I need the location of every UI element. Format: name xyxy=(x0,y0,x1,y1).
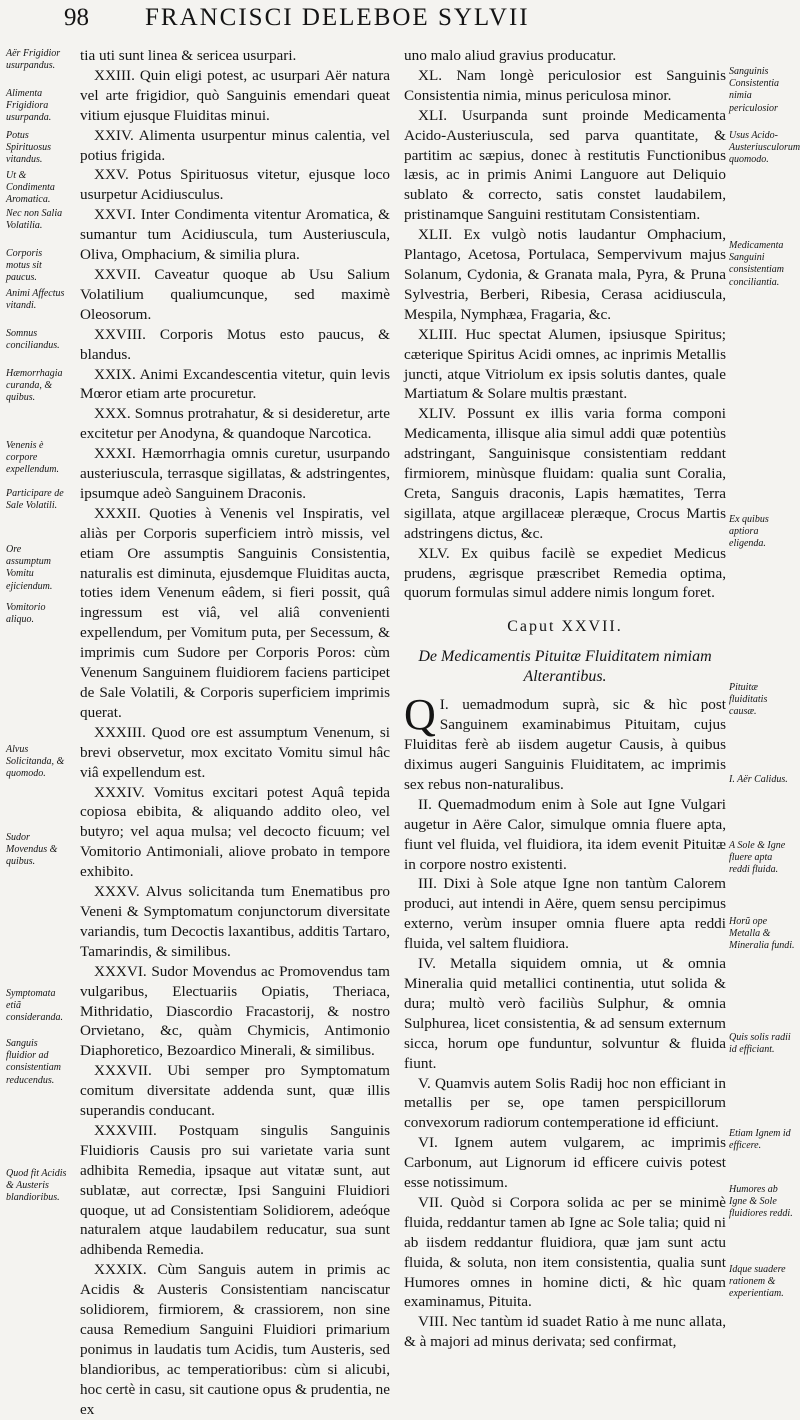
paragraph: XXVIII. Corporis Motus esto paucus, & blandus. xyxy=(80,325,390,363)
paragraph-text: uemadmodum suprà, sic & hìc post Sanguinem examinabimus Pituitam, cujus Fluiditas ferè ab iisdem augetur Causis, à quibus diximus augeri Sanguinis Fluiditatem, ac imprimis sex rebus non-naturalibus. xyxy=(404,696,727,793)
margin-note: Ex quibus aptiora eligenda. xyxy=(729,514,769,550)
margin-note: Medicamenta Sanguini consistentiam conciliantia. xyxy=(729,240,784,288)
margin-note: Potus Spirituosus vitandus. xyxy=(6,130,52,166)
margin-note: Sudor Movendus & quibus. xyxy=(6,832,58,868)
margin-note: Nec non Salia Volatilia. xyxy=(6,208,63,232)
paragraph: XXXV. Alvus solicitanda tum Enematibus pro Veneni & Symptomatum conjunctorum diversitate variandis, tum Decoctis laxantibus, additis Tartaro, Tamarindis, & similibus. xyxy=(80,883,390,960)
chapter-title: De Medicamentis Pituitæ Fluiditatem nimiam Alterantibus. xyxy=(418,648,712,686)
left-text-column xyxy=(80,46,390,1420)
paragraph: XXIX. Animi Excandescentia vitetur, quin levis Mœror etiam arte procuretur. xyxy=(80,365,390,403)
margin-note: Aër Frigidior usurpandus. xyxy=(6,48,61,72)
margin-note: I. Aër Calidus. xyxy=(729,774,788,785)
paragraph: III. Dixi à Sole atque Igne non tantùm Calorem produci, aut intendi in Aëre, quem sensu percipimus externo, verùm insuper omnia fluere apta reddi fluida, vel saltem fluidiora. xyxy=(404,875,726,953)
margin-note: Alimenta Frigidiora usurpanda. xyxy=(6,88,52,124)
paragraph: II. Quemadmodum enim à Sole aut Igne Vulgari augetur in Aëre Calor, simulque omnia fluere apta, fiunt vel fluida, vel fluidiora, ita idem evenit Pituitæ in corpore nostro existenti. xyxy=(404,795,726,873)
paragraph-number: I. xyxy=(439,696,449,714)
paragraph: XLIII. Huc spectat Alumen, ipsiusque Spiritus; cæterique Spiritus Acidi omnes, ac inprimis Metallis juncti, atque Vitriolum ex ipsis solutis dantes, quale Martiatum & Solare multis præstant. xyxy=(404,325,726,403)
margin-note: Horũ ope Metalla & Mineralia fundi. xyxy=(729,916,795,952)
margin-note: Quod fit Acidis & Austeris blandioribus. xyxy=(6,1168,67,1204)
paragraph: tia uti sunt linea & sericea usurpari. xyxy=(80,47,297,64)
margin-note: A Sole & Igne fluere apta reddi fluida. xyxy=(729,840,786,876)
paragraph: XXXVIII. Postquam singulis Sanguinis Fluidioris Causis pro sui varietate varia sunt adhibita Remedia, ipsaque aut vitatæ sunt, aut sublatæ, aut correctæ, Ipsi Sanguini Fluidiori quoque, ut ad Consistentiam Solidiorem, adeóque naturalem atque laudabilem reducatur, sua sunt adhibenda Remedia. xyxy=(80,1121,390,1259)
paragraph: XXXI. Hæmorrhagia omnis curetur, usurpando austeriuscula, terrasque sigillatas, & adstringentes, ipsumque adeò Sanguinem Draconis. xyxy=(80,445,390,502)
margin-note: Sanguis fluidior ad consistentiam reducendus. xyxy=(6,1038,61,1086)
paragraph: XXX. Somnus protrahatur, & si desideretur, arte excitetur per Anodyna, & quandoque Narcotica. xyxy=(80,405,390,443)
paragraph: VIII. Nec tantùm id suadet Ratio à me nunc allata, & à majori ad minus derivata; sed confirmat, xyxy=(404,1313,726,1351)
margin-note: Symptomata etiã consideranda. xyxy=(6,988,63,1024)
margin-note: Alvus Solicitanda, & quomodo. xyxy=(6,744,65,780)
running-head: FRANCISCI DELEBOE SYLVII xyxy=(145,4,530,31)
margin-note: Animi Affectus vitandi. xyxy=(6,288,65,312)
paragraph: XLIV. Possunt ex illis varia forma componi Medicamenta, illisque alia simul addi quæ potentiùs adstringant, Sanguinisque consistentiam reddant firmiorem, minùsque fluidam: qualia sunt Coralia, Creta, Sanguis draconis, Lapis hæmatites, Terra sigillata, atque argillaceæ pleræque, Crocus Martis adstringens dictus, &c. xyxy=(404,405,726,542)
margin-note: Sanguinis Consistentia nimia periculosior xyxy=(729,66,780,114)
paragraph: XXVII. Caveatur quoque ab Usu Salium Volatilium qualiumcunque, sed maximè Oleosorum. xyxy=(80,265,390,323)
paragraph: XXXVI. Sudor Movendus ac Promovendus tam vulgaribus, Electuariis Opiatis, Theriaca, Mithridatio, Diascordio Fracastorij, & nostro Orvietano, &c, quàm Chymicis, Antimonio Diaphoretico, Bezoardico Minerali, & similibus. xyxy=(80,962,390,1060)
paragraph: uno malo aliud gravius producatur. xyxy=(404,47,617,64)
paragraph: XLI. Usurpanda sunt proinde Medicamenta Acido-Austeriuscula, sed parva quantitate, & partitim ac sæpius, donec à restitutis Functionibus læsis, ac in primis Animi Languore aut Deliquio sublato & correcto, satis constet laudabilem, pristinamque Sanguini restitutam Consistentiam. xyxy=(404,106,726,224)
right-text-column xyxy=(404,46,726,1352)
paragraph: XXIII. Quin eligi potest, ac usurpari Aër natura vel arte frigidior, quò Sanguinis emendari queat vitium ejusque Fluiditas minui. xyxy=(80,66,390,124)
page-number: 98 xyxy=(64,4,89,31)
paragraph: XXVI. Inter Condimenta vitentur Aromatica, & sumantur tum Acidiuscula, tum Austeriuscula, Oliva, Omphacium, & similia plura. xyxy=(80,206,390,264)
drop-cap: Q xyxy=(404,690,436,740)
paragraph: XXXII. Quoties à Venenis vel Inspiratis, vel aliàs per Corporis superficiem intrò missis, vel etiam Ore assumptis Sanguinis Consistentia, naturalis est diminuta, ejusdemque Fluiditas aucta, toties idem Venenum eâdem, si fieri possit, quâ ingressum est viâ, vel aliâ convenienti expellendum, per Vomitum puta, per Secessum, & imprimis cum Sudore per Corporis Poros: cùm Venenum Sanguinem fluidiorem faciens participet de Sale Volatili, & Corporis superficiem imprimis querat. xyxy=(80,504,390,721)
paragraph: XXXIII. Quod ore est assumptum Venenum, si brevi observetur, mox excitato Vomitu simul hâc viâ expellendum est. xyxy=(80,723,390,781)
margin-note: Idque suadere rationem & experientiam. xyxy=(729,1264,786,1300)
margin-note: Ut & Condimenta Aromatica. xyxy=(6,170,55,206)
chapter-heading: Caput XXVII. xyxy=(507,618,623,636)
paragraph: XLII. Ex vulgò notis laudantur Omphacium, Plantago, Acetosa, Portulaca, Sempervivum majus Solanum, Cydonia, & Granata mala, Pyra, & Pruna Sylvestria, Berberi, Ribesia, Cerasa acidiuscula, Mespila, Nymphæa, Fragaria, &c. xyxy=(404,226,726,323)
paragraph: XXIV. Alimenta usurpentur minus calentia, vel potius frigida. xyxy=(80,126,390,164)
paragraph: IV. Metalla siquidem omnia, ut & omnia Mineralia quid metallici continentia, utut solida & dura; multò verò faciliùs Sulphur, & omnia Sulphurea, licet consistentia, & ad sensum externum sicca, horum ope funduntur, solvuntur & fluida fiunt. xyxy=(404,955,726,1072)
margin-note: Pituitæ fluiditatis causæ. xyxy=(729,682,768,718)
chapter-first-paragraph xyxy=(404,690,727,795)
paragraph: XL. Nam longè periculosior est Sanguinis Consistentia nimia, minus periculosa minor. xyxy=(404,66,726,104)
margin-note: Somnus conciliandus. xyxy=(6,328,60,352)
margin-note: Vomitorio aliquo. xyxy=(6,602,46,626)
paragraph: V. Quamvis autem Solis Radij hoc non efficiant in metallis per se, ope tamen perspicillorum convexorum radiorum contemperatione id efficiunt. xyxy=(404,1074,726,1132)
paragraph: XXV. Potus Spirituosus vitetur, ejusque loco usurpetur Acidiusculus. xyxy=(80,166,390,204)
paragraph: XXXIX. Cùm Sanguis autem in primis ac Acidis & Austeris Consistentiam nanciscatur solidiorem, firmiorem, & crassiorem, non sine causa Remedium Sanguini Fluidiori primarium ponimus in laudatis tum Acidis, tum Austeris, sed blandioribus, ac temperatioribus: cùm si alicubi, hoc certè in casu, sit cautione opus & prudentia, ne ex xyxy=(80,1261,390,1418)
margin-note: Quis solis radii id efficiant. xyxy=(729,1032,791,1056)
margin-note: Venenis è corpore expellendum. xyxy=(6,440,60,476)
paragraph: VII. Quòd si Corpora solida ac per se minimè fluida, reddantur tamen ab Igne ac Sole talia; quid ni ab iisdem reddantur fluidiora, quæ jam sunt actu fluida, & soluta, non item consistentia, qualia sunt Humores omnes in homine dicti, & hìc quam examinamus, Pituita. xyxy=(404,1193,726,1311)
margin-note: Usus Acido-Austeriusculorum quomodo. xyxy=(729,130,800,166)
margin-note: Etiam Ignem id efficere. xyxy=(729,1128,791,1152)
margin-note: Ore assumptum Vomitu ejiciendum. xyxy=(6,544,53,592)
margin-note: Participare de Sale Volatili. xyxy=(6,488,64,512)
margin-note: Corporis motus sit paucus. xyxy=(6,248,43,284)
paragraph: XLV. Ex quibus facilè se expediet Medicus prudens, ægrisque præscribet Remedia optima, quorum formulas simul addere nimis longum foret. xyxy=(404,544,726,602)
paragraph: VI. Ignem autem vulgarem, ac imprimis Carbonum, aut Lignorum id efficere cuivis potest esse notissimum. xyxy=(404,1134,726,1192)
page-header xyxy=(0,0,800,42)
margin-note: Hæmorrhagia curanda, & quibus. xyxy=(6,368,63,404)
paragraph: XXXVII. Ubi semper pro Symptomatum comitum diversitate addenda sunt, quæ illis superandis conducant. xyxy=(80,1062,390,1120)
paragraph: XXXIV. Vomitus excitari potest Aquâ tepida copiosa ebibita, & aliquando addito oleo, vel butyro; vel aqua mulsa; vel decocto ficuum; vel Vomitorio Antimoniali, aliove probato in tempore exhibito. xyxy=(80,783,390,881)
margin-note: Humores ab Igne & Sole fluidiores reddi. xyxy=(729,1184,793,1220)
